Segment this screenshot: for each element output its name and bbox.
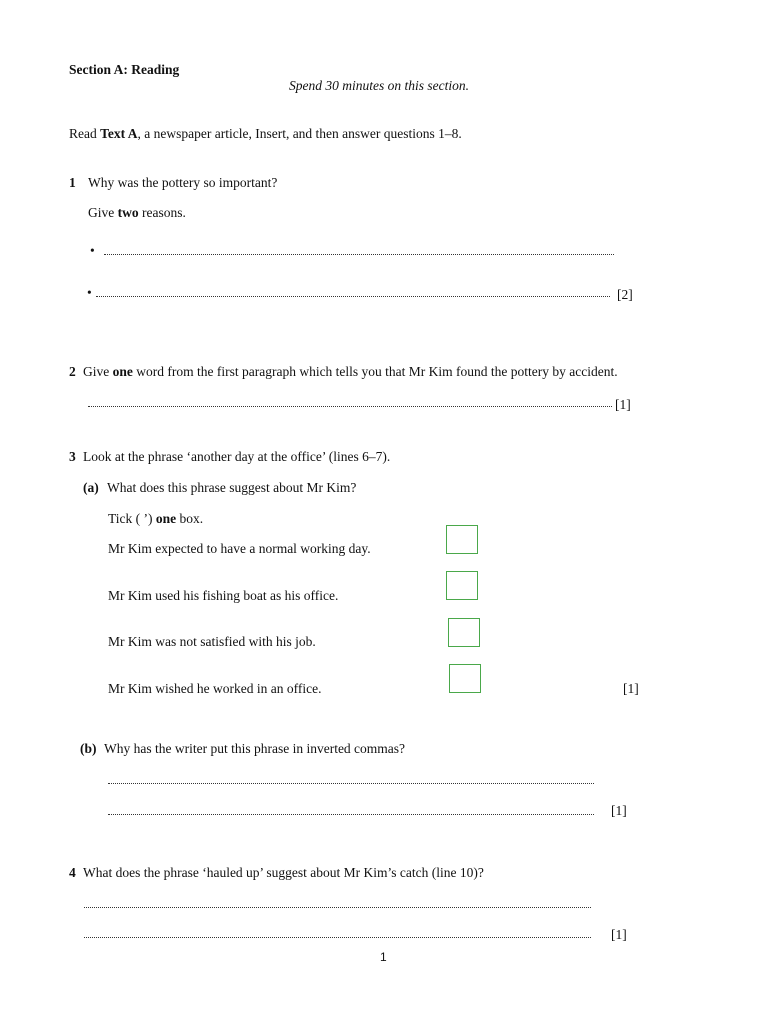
q3a-tickbox-4[interactable] — [449, 664, 481, 693]
q1-bullet-1: • — [90, 243, 95, 258]
q2-bold: one — [112, 364, 133, 379]
q3a-question: What does this phrase suggest about Mr Kim? — [107, 480, 357, 495]
q3a-tickbox-2[interactable] — [446, 571, 478, 600]
q1-instr-post: reasons. — [138, 205, 186, 220]
q1-instr-pre: Give — [88, 205, 118, 220]
q3a-tickbox-3[interactable] — [448, 618, 480, 647]
q3-number: 3 — [69, 449, 76, 464]
q4-mark: [1] — [611, 927, 627, 942]
spend-note: Spend 30 minutes on this section. — [289, 78, 469, 93]
q2-number: 2 — [69, 364, 76, 379]
q3b-answer-line-1[interactable] — [108, 783, 594, 784]
q3b-label: (b) — [80, 741, 97, 756]
q3b-answer-line-2[interactable] — [108, 814, 594, 815]
q4-answer-line-1[interactable] — [84, 907, 591, 908]
tick-bold: one — [155, 511, 177, 526]
q3a-option-4: Mr Kim wished he worked in an office. — [108, 681, 322, 696]
intro-post: , a newspaper article, Insert, and then answer questions 1–8. — [137, 126, 462, 141]
q1-answer-line-2[interactable] — [96, 296, 610, 297]
page-number: 1 — [380, 950, 387, 964]
intro-line — [69, 127, 462, 141]
q3a-tick-instruction — [108, 512, 203, 526]
q3a-mark: [1] — [623, 681, 639, 696]
q2-post: word from the first paragraph which tells you that Mr Kim found the pottery by accident. — [132, 364, 618, 379]
q3a-option-1: Mr Kim expected to have a normal working day. — [108, 541, 371, 556]
q3b-question: Why has the writer put this phrase in inverted commas? — [104, 741, 406, 756]
q1-instr-bold: two — [117, 205, 139, 220]
tick-post: box. — [176, 511, 204, 526]
q4-question: What does the phrase ‘hauled up’ suggest about Mr Kim’s catch (line 10)? — [83, 865, 484, 880]
q3a-label: (a) — [83, 480, 99, 495]
intro-text-ref: Text A — [100, 126, 138, 141]
q3-question: Look at the phrase ‘another day at the office’ (lines 6–7). — [83, 449, 391, 464]
q1-mark: [2] — [617, 287, 633, 302]
q3a-tickbox-1[interactable] — [446, 525, 478, 554]
q3b-mark: [1] — [611, 803, 627, 818]
q2-pre: Give — [83, 364, 113, 379]
q2-answer-line[interactable] — [88, 406, 612, 407]
section-title: Section A: Reading — [69, 62, 180, 77]
q1-answer-line-1[interactable] — [104, 254, 614, 255]
intro-pre: Read — [69, 126, 101, 141]
q1-instruction — [88, 206, 186, 220]
q1-bullet-2: • — [87, 285, 92, 300]
q1-number: 1 — [69, 175, 76, 190]
q4-number: 4 — [69, 865, 76, 880]
q2-mark: [1] — [615, 397, 631, 412]
q2-question — [83, 365, 618, 379]
q1-question: Why was the pottery so important? — [88, 175, 278, 190]
tick-pre: Tick ( ’) — [108, 511, 156, 526]
q4-answer-line-2[interactable] — [84, 937, 591, 938]
q3a-option-3: Mr Kim was not satisfied with his job. — [108, 634, 316, 649]
q3a-option-2: Mr Kim used his fishing boat as his office. — [108, 588, 339, 603]
